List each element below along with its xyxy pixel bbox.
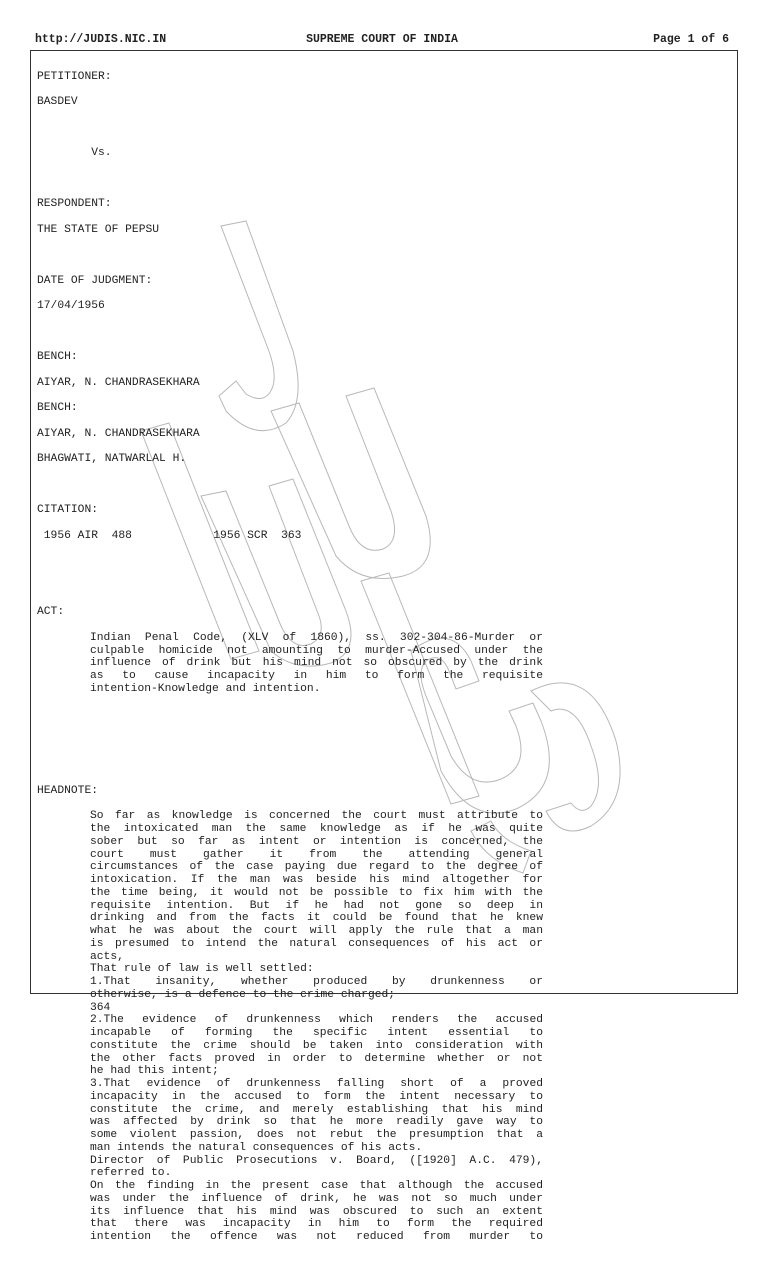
headnote-line: requisite intention. But if he had not gone so deep in bbox=[90, 899, 543, 912]
headnote-line: the time being, it would not be possible to fix him with the bbox=[90, 886, 543, 899]
headnote-line: man intends the natural consequences of his acts. bbox=[90, 1141, 423, 1154]
act-line: influence of drink but his mind not so obscured by the drink bbox=[90, 657, 543, 670]
judgment-date: 17/04/1956 bbox=[37, 300, 105, 313]
headnote-line: that there was incapacity in him to form the required bbox=[90, 1218, 543, 1231]
headnote-line: 364 bbox=[90, 1001, 111, 1014]
petitioner-label: PETITIONER: bbox=[37, 70, 112, 83]
act-label: ACT: bbox=[37, 606, 65, 619]
page-header bbox=[35, 33, 729, 49]
headnote-line: intention the offence was not reduced from murder to bbox=[90, 1231, 543, 1243]
headnote-line: he had this intent; bbox=[90, 1065, 219, 1078]
petitioner-name: BASDEV bbox=[37, 96, 78, 109]
versus: Vs. bbox=[37, 147, 112, 160]
headnote-line: the other facts proved in order to determine whether or not bbox=[90, 1052, 543, 1065]
headnote-line: 2.The evidence of drunkenness which renders the accused bbox=[90, 1014, 543, 1027]
page-indicator: Page 1 of 6 bbox=[653, 33, 729, 46]
respondent-name: THE STATE OF PEPSU bbox=[37, 223, 160, 236]
headnote-line: constitute the crime should be taken into consideration with bbox=[90, 1039, 543, 1052]
headnote-line: the intoxicated man the same knowledge as if he was quite bbox=[90, 823, 543, 835]
bench-label: BENCH: bbox=[37, 351, 78, 364]
judgment-text bbox=[37, 58, 727, 1269]
document-frame bbox=[30, 50, 738, 1243]
headnote-line: some violent passion, does not rebut the presumption that a bbox=[90, 1129, 543, 1141]
headnote-line: 3.That evidence of drunkenness falling short of a proved bbox=[90, 1078, 543, 1090]
headnote-line: 1.That insanity, whether produced by drunkenness or bbox=[90, 976, 543, 988]
act-line: as to cause incapacity in him to form the requisite bbox=[90, 670, 543, 682]
respondent-label: RESPONDENT: bbox=[37, 198, 112, 211]
bench-label: BENCH: bbox=[37, 402, 78, 415]
headnote-line: was under the influence of drink, he was not so much under bbox=[90, 1192, 543, 1205]
source-url[interactable]: http://JUDIS.NIC.IN bbox=[35, 33, 167, 46]
court-name: SUPREME COURT OF INDIA bbox=[306, 33, 458, 46]
headnote-line: acts, bbox=[90, 950, 124, 963]
headnote-line: is presumed to intend the natural consequences of his act or bbox=[90, 937, 543, 950]
headnote-line: incapacity in the accused to form the intent necessary to bbox=[90, 1090, 543, 1103]
headnote-line: sober but so far as intent or intention is concerned, the bbox=[90, 835, 543, 848]
headnote-line: what he was about the court will apply the rule that a man bbox=[90, 925, 543, 937]
headnote-line: constitute the crime, and merely establishing that his mind bbox=[90, 1103, 543, 1116]
headnote-label: HEADNOTE: bbox=[37, 784, 99, 797]
headnote-line: drinking and from the facts it could be found that he knew bbox=[90, 912, 543, 925]
headnote-line: otherwise, is a defence to the crime charged; bbox=[90, 988, 396, 1001]
headnote-line: On the finding in the present case that although the accused bbox=[90, 1180, 543, 1192]
headnote-line: its influence that his mind was obscured to such an extent bbox=[90, 1205, 543, 1218]
bench-judge: BHAGWATI, NATWARLAL H. bbox=[37, 453, 187, 466]
headnote-line: Director of Public Prosecutions v. Board, ([1920] A.C. 479), bbox=[90, 1154, 543, 1167]
bench-judge: AIYAR, N. CHANDRASEKHARA bbox=[37, 427, 200, 440]
headnote-paragraph bbox=[37, 810, 727, 1244]
headnote-line: incapable of forming the specific intent essential to bbox=[90, 1027, 543, 1039]
headnote-line: intoxication. If the man was beside his mind altogether for bbox=[90, 874, 543, 886]
act-line: culpable homicide not amounting to murder-Accused under the bbox=[90, 644, 543, 657]
act-line: intention-Knowledge and intention. bbox=[90, 682, 321, 695]
judgment-date-label: DATE OF JUDGMENT: bbox=[37, 274, 153, 287]
headnote-line: circumstances of the case paying due regard to the degree of bbox=[90, 861, 543, 874]
act-line: Indian Penal Code, (XLV of 1860), ss. 302-304-86-Murder or bbox=[90, 631, 543, 644]
citation-value: 1956 AIR 488 1956 SCR 363 bbox=[37, 529, 302, 542]
headnote-line: court must gather it from the attending general bbox=[90, 848, 543, 861]
citation-label: CITATION: bbox=[37, 504, 99, 517]
bench-judge: AIYAR, N. CHANDRASEKHARA bbox=[37, 376, 200, 389]
headnote-line: So far as knowledge is concerned the court must attribute to bbox=[90, 810, 543, 823]
headnote-line: referred to. bbox=[90, 1167, 172, 1180]
act-paragraph bbox=[37, 632, 727, 696]
headnote-line: was affected by drink so that he more readily gave way to bbox=[90, 1116, 543, 1129]
headnote-line: That rule of law is well settled: bbox=[90, 963, 314, 976]
